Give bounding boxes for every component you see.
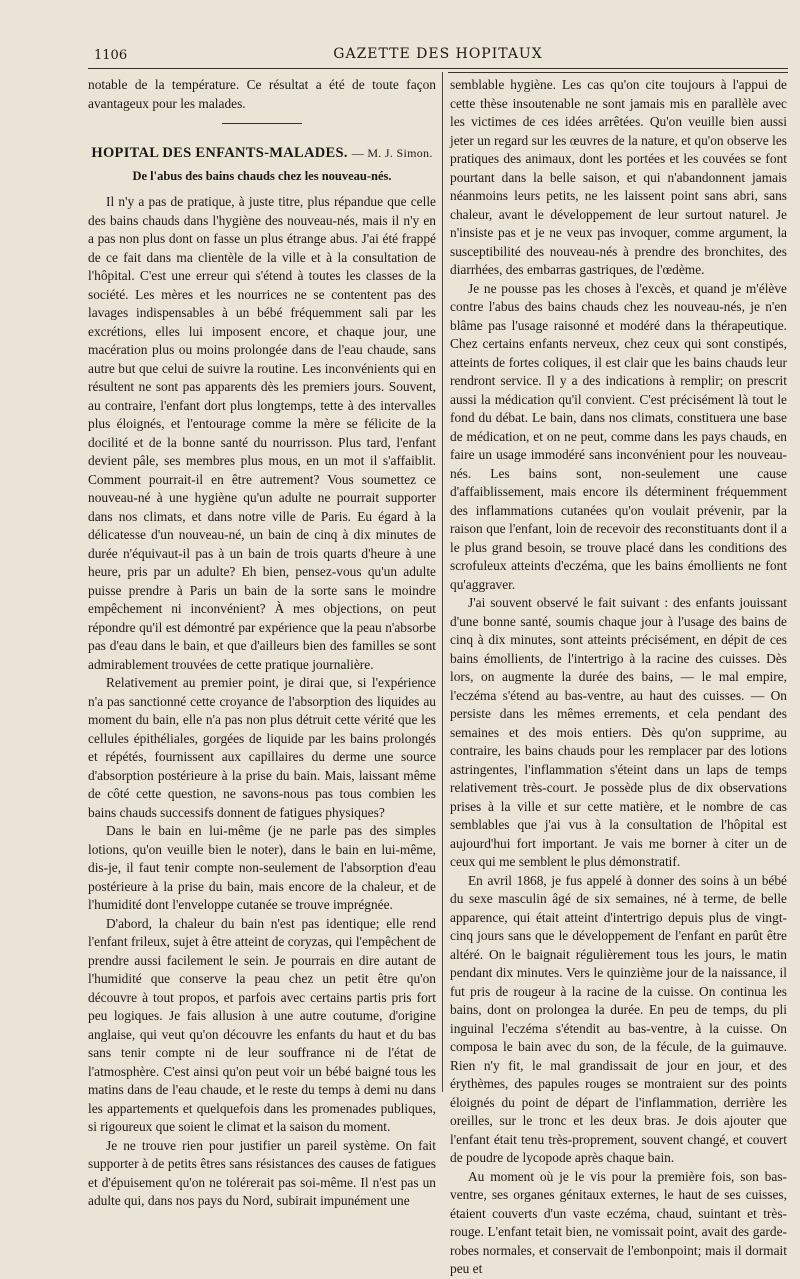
paragraph: En avril 1868, je fus appelé à donner des soins à un bébé du sexe masculin âgé de six semaines, né à terme, de belle apparence, qui était atteint d'intertrigo depuis plus de vingt-cinq jours sans que le développement de l'enfant en parût être altéré. On le baignait régulièrement tous les jours, le matin pendant dix minutes. Vers le quinzième jour de la naissance, il fut pris de rougeur à la racine de la cuisse. On continua les bains, dont on prolongea la durée. En peu de temps, du pli inguinal l'eczéma s'étendit au bas-ventre, à la cuisse. On composa le bain avec du son, de la fécule, de la guimauve. Rien n'y fit, le mal grandissait de jour en jour, et des érythèmes, des papules rouges se montraient sur des points éloignés du point de départ de l'inflammation, derrière les oreilles, sur le tronc et les deux bras. Je dois ajouter que l'enfant était tenu très-proprement, souvent changé, et couvert de poudre de lycopode après chaque bain.	[450, 872, 787, 1165]
journal-title: GAZETTE DES HOPITAUX	[333, 46, 543, 62]
right-column	[450, 76, 787, 1276]
column-divider	[442, 72, 443, 1092]
section-title	[88, 144, 436, 163]
paragraph: Au moment où je le vis pour la première fois, son bas-ventre, ses organes génitaux externes, le haut de ses cuisses, étaient couverts d'un vaste eczéma, chaud, suintant et très-rouge. L'enfant tetait bien, ne vomissait point, avait des garde-robes normales, et conservait de l'embonpoint; mais il dormait peu et	[450, 1168, 787, 1276]
left-column	[88, 76, 436, 1208]
paragraph: J'ai souvent observé le fait suivant : des enfants jouissant d'une bonne santé, soumis chaque jour à l'usage des bains de cinq à dix minutes, sont atteints précisément, en dépit de ces bains émollients, de l'intertrigo à la racine des cuisses. Dès lors, on augmente la durée des bains, — le mal empire, l'eczéma s'étend au bas-ventre, au haut des cuisses. — On persiste dans les mêmes errements, et cela pendant des semaines et des mois entiers. Dès qu'on supprime, au contraire, les bains chauds pour les remplacer par des lotions astringentes, l'inflammation s'éteint dans un laps de temps relativement très-court. Je possède plus de dix observations prises à la ville et sur cette matière, et le nombre de cas semblables que j'ai vus à la consultation de l'hôpital est aujourd'hui fort important. Je vais me borner à citer un de ceux qui me semblent le plus démonstratif.	[450, 595, 787, 869]
paragraph: Il n'y a pas de pratique, à juste titre, plus répandue que celle des bains chauds dans l'hygiène des nouveau-nés, mais il n'y en a pas non plus dont on fasse un plus étrange abus. J'ai été frappé de ce fait dans ma clientèle de la ville et à la consultation de l'hôpital. C'est une erreur qui s'étend à toutes les classes de la société. Les mères et les nourrices ne se contentent pas des lavages indispensables à un bébé fréquemment sali par les excrétions, elles lui imposent encore, et chaque jour, une macération plus ou moins prolongée dans de l'eau chaude, sans autre but que celui de suivre la routine. Les inconvénients qui en résultent ne sont pas apparents dès les premiers jours. Souvent, au contraire, l'enfant dort plus longtemps, tette à des intervalles plus éloignés, et l'entourage comme la mère se félicite de la docilité et de la bonne santé du nourrisson. Plus tard, l'enfant devient pâle, ses membres plus mous, en un mot il s'affaiblit. Comment pourrait-il en être autrement? Vous soumettez ce nouveau-né à une hygiène qu'un adulte ne pourrait supporter dans nos climats, et dans notre ville de Paris. Eu égard à la délicatesse d'un nouveau-né, un bain de cinq à dix minutes de durée n'équivaut-il pas à un bain de trois quarts d'heure à une heure, pris par un adulte? Eh bien, pensez-vous qu'un adulte puisse prendre à Paris un bain de la sorte sans le moindre empêchement ni inconvénient? À mes objections, on peut répondre qu'il est démontré par expérience que la peau n'absorbe pas d'eau dans le bain, et que d'ailleurs bien des familles se sont admirablement trouvées de cette pratique journalière.	[88, 194, 436, 672]
paragraph: Je ne pousse pas les choses à l'excès, et quand je m'élève contre l'abus des bains chauds chez les nouveau-nés, je n'en blâme pas l'usage raisonné et modéré dans la thérapeutique. Chez certains enfants nerveux, chez ceux qui sont constipés, atteints de fortes coliques, il est clair que les bains chauds leur rendront service. Il y a des indications à remplir; on prescrit aussi la médication qu'il convient. C'est précisément là tout le fond du débat. Le bain, dans nos climats, constituera une base de médication, et on ne peut, comme dans les pays chauds, en faire un usage immodéré sans inconvénient pour les nouveau-nés. Les bains sont, non-seulement une cause d'affaiblissement, mais encore ils déterminent fréquemment des inflammations cutanées qu'on voulait prévenir, par la raison que l'enfant, loin de recevoir des reconstituants dont il a le plus grand besoin, se trouve placé dans les conditions des scrofuleux atteints d'eczéma, que les bains émollients ne font qu'aggraver.	[450, 280, 787, 592]
article-subtitle: De l'abus des bains chauds chez les nouveau-nés.	[132, 168, 392, 183]
right-column-top-rule	[448, 72, 788, 73]
paragraph: Relativement au premier point, je dirai que, si l'expérience n'a pas sanctionné cette croyance de l'absorption des liquides au moment du bain, elle n'a pas non plus détruit cette vérité que les cellules épithéliales, gorgées de liquide par les bains prolongés et répétés, fournissent aux capillaires du derme une source d'absorption postérieure à la prise du bain. Mais, laissant même de côté cette question, ne savons-nous pas tous combien les bains chauds successifs donnent de fatigues physiques?	[88, 675, 436, 820]
header-rule	[88, 68, 788, 69]
paragraph: Dans le bain en lui-même (je ne parle pas des simples lotions, qu'on veuille bien le noter), dans le bain en lui-même, dis-je, il faut tenir compte non-seulement de l'absorption d'eau postérieure à la prise du bain, mais encore de la chaleur, et de l'humidité dont l'enveloppe cutanée se trouve imprégnée.	[88, 823, 436, 912]
section-title-text: HOPITAL DES ENFANTS-MALADES.	[91, 145, 348, 161]
page-number: 1106	[94, 48, 128, 63]
page-header	[88, 46, 788, 68]
paragraph: D'abord, la chaleur du bain n'est pas identique; elle rend l'enfant frileux, sujet à être atteint de coryzas, qui l'empêchent de prendre aussi facilement le sein. Je pourrais en dire autant de l'humidité que conserve la peau chez un petit être qu'on découvre à tout propos, et parfois avec certains partis pris fort peu logiques. Je fais allusion à une autre coutume, d'origine anglaise, qui veut qu'on découvre les enfants du haut et du bas sans tenir compte ni de leur souffrance ni de l'état de l'atmosphère. C'est ainsi qu'on peut voir un bébé baigné tous les matins dans de l'eau chaude, et le reste du temps à demi nu dans les appartements et quelquefois dans les promenades publiques, si rigoureux que soient le climat et la saison du moment.	[88, 915, 436, 1134]
byline: — M. J. Simon.	[351, 146, 433, 160]
paragraph: Je ne trouve rien pour justifier un pareil système. On fait supporter à de petits êtres sans résistances des causes de fatigues et d'épuisement qu'on ne tolérerait pas soi-même. Il n'est pas un adulte qui, dans nos pays du Nord, subirait impunément une	[88, 1137, 436, 1208]
section-separator	[222, 123, 302, 124]
continuation-paragraph: notable de la température. Ce résultat a été de toute façon avantageux pour les malades.	[88, 77, 436, 111]
paragraph: semblable hygiène. Les cas qu'on cite toujours à l'appui de cette thèse insoutenable ne sont jamais mis en parallèle avec les victimes de ces idées arrêtées. Qu'on veuille bien aussi jeter un regard sur les œuvres de la nature, et qu'on observe les pratiques des animaux, dont les portées et les couvées se font pourtant dans la belle saison, et qui n'abandonnent jamais néanmoins leurs petits, ne les laissent point sans abri, sans chaleur, avant le développement de leur surtout naturel. Je n'insiste pas et je ne veux pas invoquer, comme argument, la susceptibilité des nouveau-nés à prendre des bronchites, des diarrhées, des embarras gastriques, de l'œdème.	[450, 77, 787, 277]
